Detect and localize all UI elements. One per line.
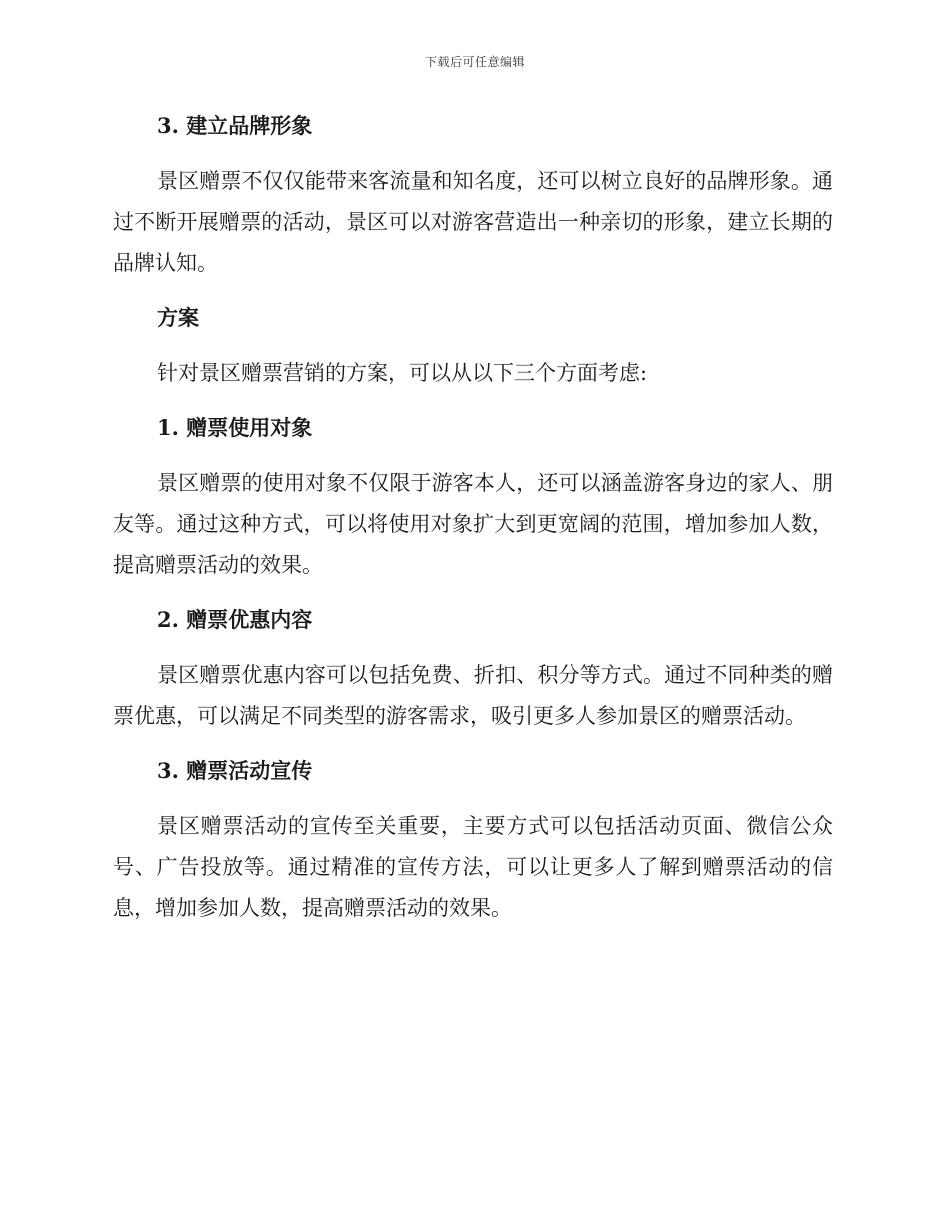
section-heading-ticket-users: 1. 赠票使用对象 [157, 415, 313, 440]
document-body [113, 104, 833, 929]
section-paragraph-plan: 针对景区赠票营销的方案，可以从以下三个方面考虑: [157, 361, 648, 385]
section-heading-ticket-promotion: 3. 赠票活动宣传 [157, 758, 313, 783]
section-paragraph-ticket-promotion: 景区赠票活动的宣传至关重要，主要方式可以包括活动页面、微信公众号、广告投放等。通过精准的宣传方法，可以让更多人了解到赠票活动的信息，增加参加人数，提高赠票活动的效果。 [113, 814, 833, 920]
page-header-note: 下载后可任意编辑 [424, 55, 525, 69]
section-paragraph-ticket-users: 景区赠票的使用对象不仅限于游客本人，还可以涵盖游客身边的家人、朋友等。通过这种方式，可以将使用对象扩大到更宽阔的范围，增加参加人数，提高赠票活动的效果。 [113, 471, 833, 577]
section-heading-brand-image: 3. 建立品牌形象 [157, 113, 313, 138]
section-heading-plan: 方案 [157, 305, 199, 330]
section-paragraph-brand-image: 景区赠票不仅仅能带来客流量和知名度，还可以树立良好的品牌形象。通过不断开展赠票的活动，景区可以对游客营造出一种亲切的形象，建立长期的品牌认知。 [113, 169, 833, 275]
section-paragraph-ticket-offers: 景区赠票优惠内容可以包括免费、折扣、积分等方式。通过不同种类的赠票优惠，可以满足不同类型的游客需求，吸引更多人参加景区的赠票活动。 [113, 663, 833, 728]
section-heading-ticket-offers: 2. 赠票优惠内容 [157, 607, 313, 632]
